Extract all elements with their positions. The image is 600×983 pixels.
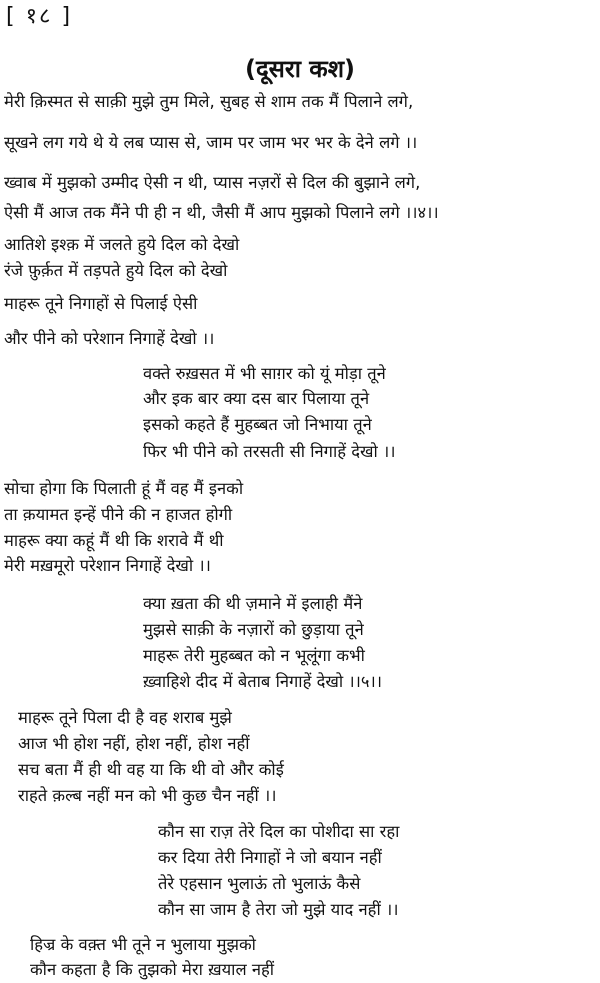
verse-line: मेरी क़िस्मत से साक़ी मुझे तुम मिले, सुबह से शाम तक मैं पिलाने लगे,: [4, 92, 414, 111]
page-number: [ १८ ]: [6, 4, 73, 29]
verse-line: हिज्र के वक़्त भी तूने न भुलाया मुझको: [30, 935, 256, 954]
verse-line: कौन कहता है कि तुझको मेरा ख़याल नहीं: [30, 960, 275, 979]
verse-line: कर दिया तेरी निगाहों ने जो बयान नहीं: [158, 848, 382, 867]
verse-line: फिर भी पीने को तरसती सी निगाहें देखो ।।: [143, 442, 396, 461]
verse-line: आतिशे इश्क़ में जलते हुये दिल को देखो: [4, 235, 240, 254]
verse-line: और इक बार क्या दस बार पिलाया तूने: [143, 389, 370, 408]
verse-line: आज भी होश नहीं, होश नहीं, होश नहीं: [18, 734, 250, 753]
verse-line: मेरी मख़मूरो परेशान निगाहें देखो ।।: [4, 556, 211, 575]
verse-line: ख्वाब में मुझको उम्मीद ऐसी न थी, प्यास नज़रों से दिल की बुझाने लगे,: [4, 173, 421, 192]
verse-line: राहते क़ल्ब नहीं मन को भी कुछ चैन नहीं ।।: [18, 786, 277, 805]
verse-line: रंजे फ़ुर्क़त में तड़पते हुये दिल को देखो: [4, 261, 228, 280]
verse-line: क्या ख़ता की थी ज़माने में इलाही मैंने: [143, 594, 363, 613]
verse-line: वक्ते रुख़सत में भी साग़र को यूं मोड़ा तूने: [143, 364, 386, 383]
verse-line: कौन सा राज़ तेरे दिल का पोशीदा सा रहा: [158, 822, 400, 841]
verse-line: सूखने लग गये थे ये लब प्यास से, जाम पर जाम भर भर के देने लगे ।।: [4, 133, 418, 152]
verse-line: और पीने को परेशान निगाहें देखो ।।: [4, 329, 215, 348]
verse-line: माहरू तूने पिला दी है वह शराब मुझे: [18, 708, 232, 727]
verse-line: ख़्वाहिशे दीद में बेताब निगाहें देखो ।।५।।: [143, 672, 382, 691]
verse-line: तेरे एहसान भुलाऊं तो भुलाऊं कैसे: [158, 874, 361, 893]
verse-line: ता क़यामत इन्हें पीने की न हाजत होगी: [4, 505, 233, 524]
verse-line: ऐसी मैं आज तक मैंने पी ही न थी, जैसी मैं आप मुझको पिलाने लगे ।।४।।: [4, 203, 439, 222]
verse-line: माहरू क्या कहूं मैं थी कि शरावे मैं थी: [4, 531, 224, 550]
verse-line: माहरू तूने निगाहों से पिलाई ऐसी: [4, 294, 198, 313]
verse-line: कौन सा जाम है तेरा जो मुझे याद नहीं ।।: [158, 900, 399, 919]
verse-line: इसको कहते हैं मुहब्बत जो निभाया तूने: [143, 415, 372, 434]
chapter-title: (दूसरा कश): [244, 55, 356, 83]
verse-line: माहरू तेरी मुहब्बत को न भूलूंगा कभी: [143, 646, 365, 665]
verse-line: सच बता मैं ही थी वह या कि थी वो और कोई: [18, 760, 284, 779]
verse-line: सोचा होगा कि पिलाती हूं मैं वह मैं इनको: [4, 479, 244, 498]
verse-line: मुझसे साक़ी के नज़ारों को छुड़ाया तूने: [143, 620, 364, 639]
